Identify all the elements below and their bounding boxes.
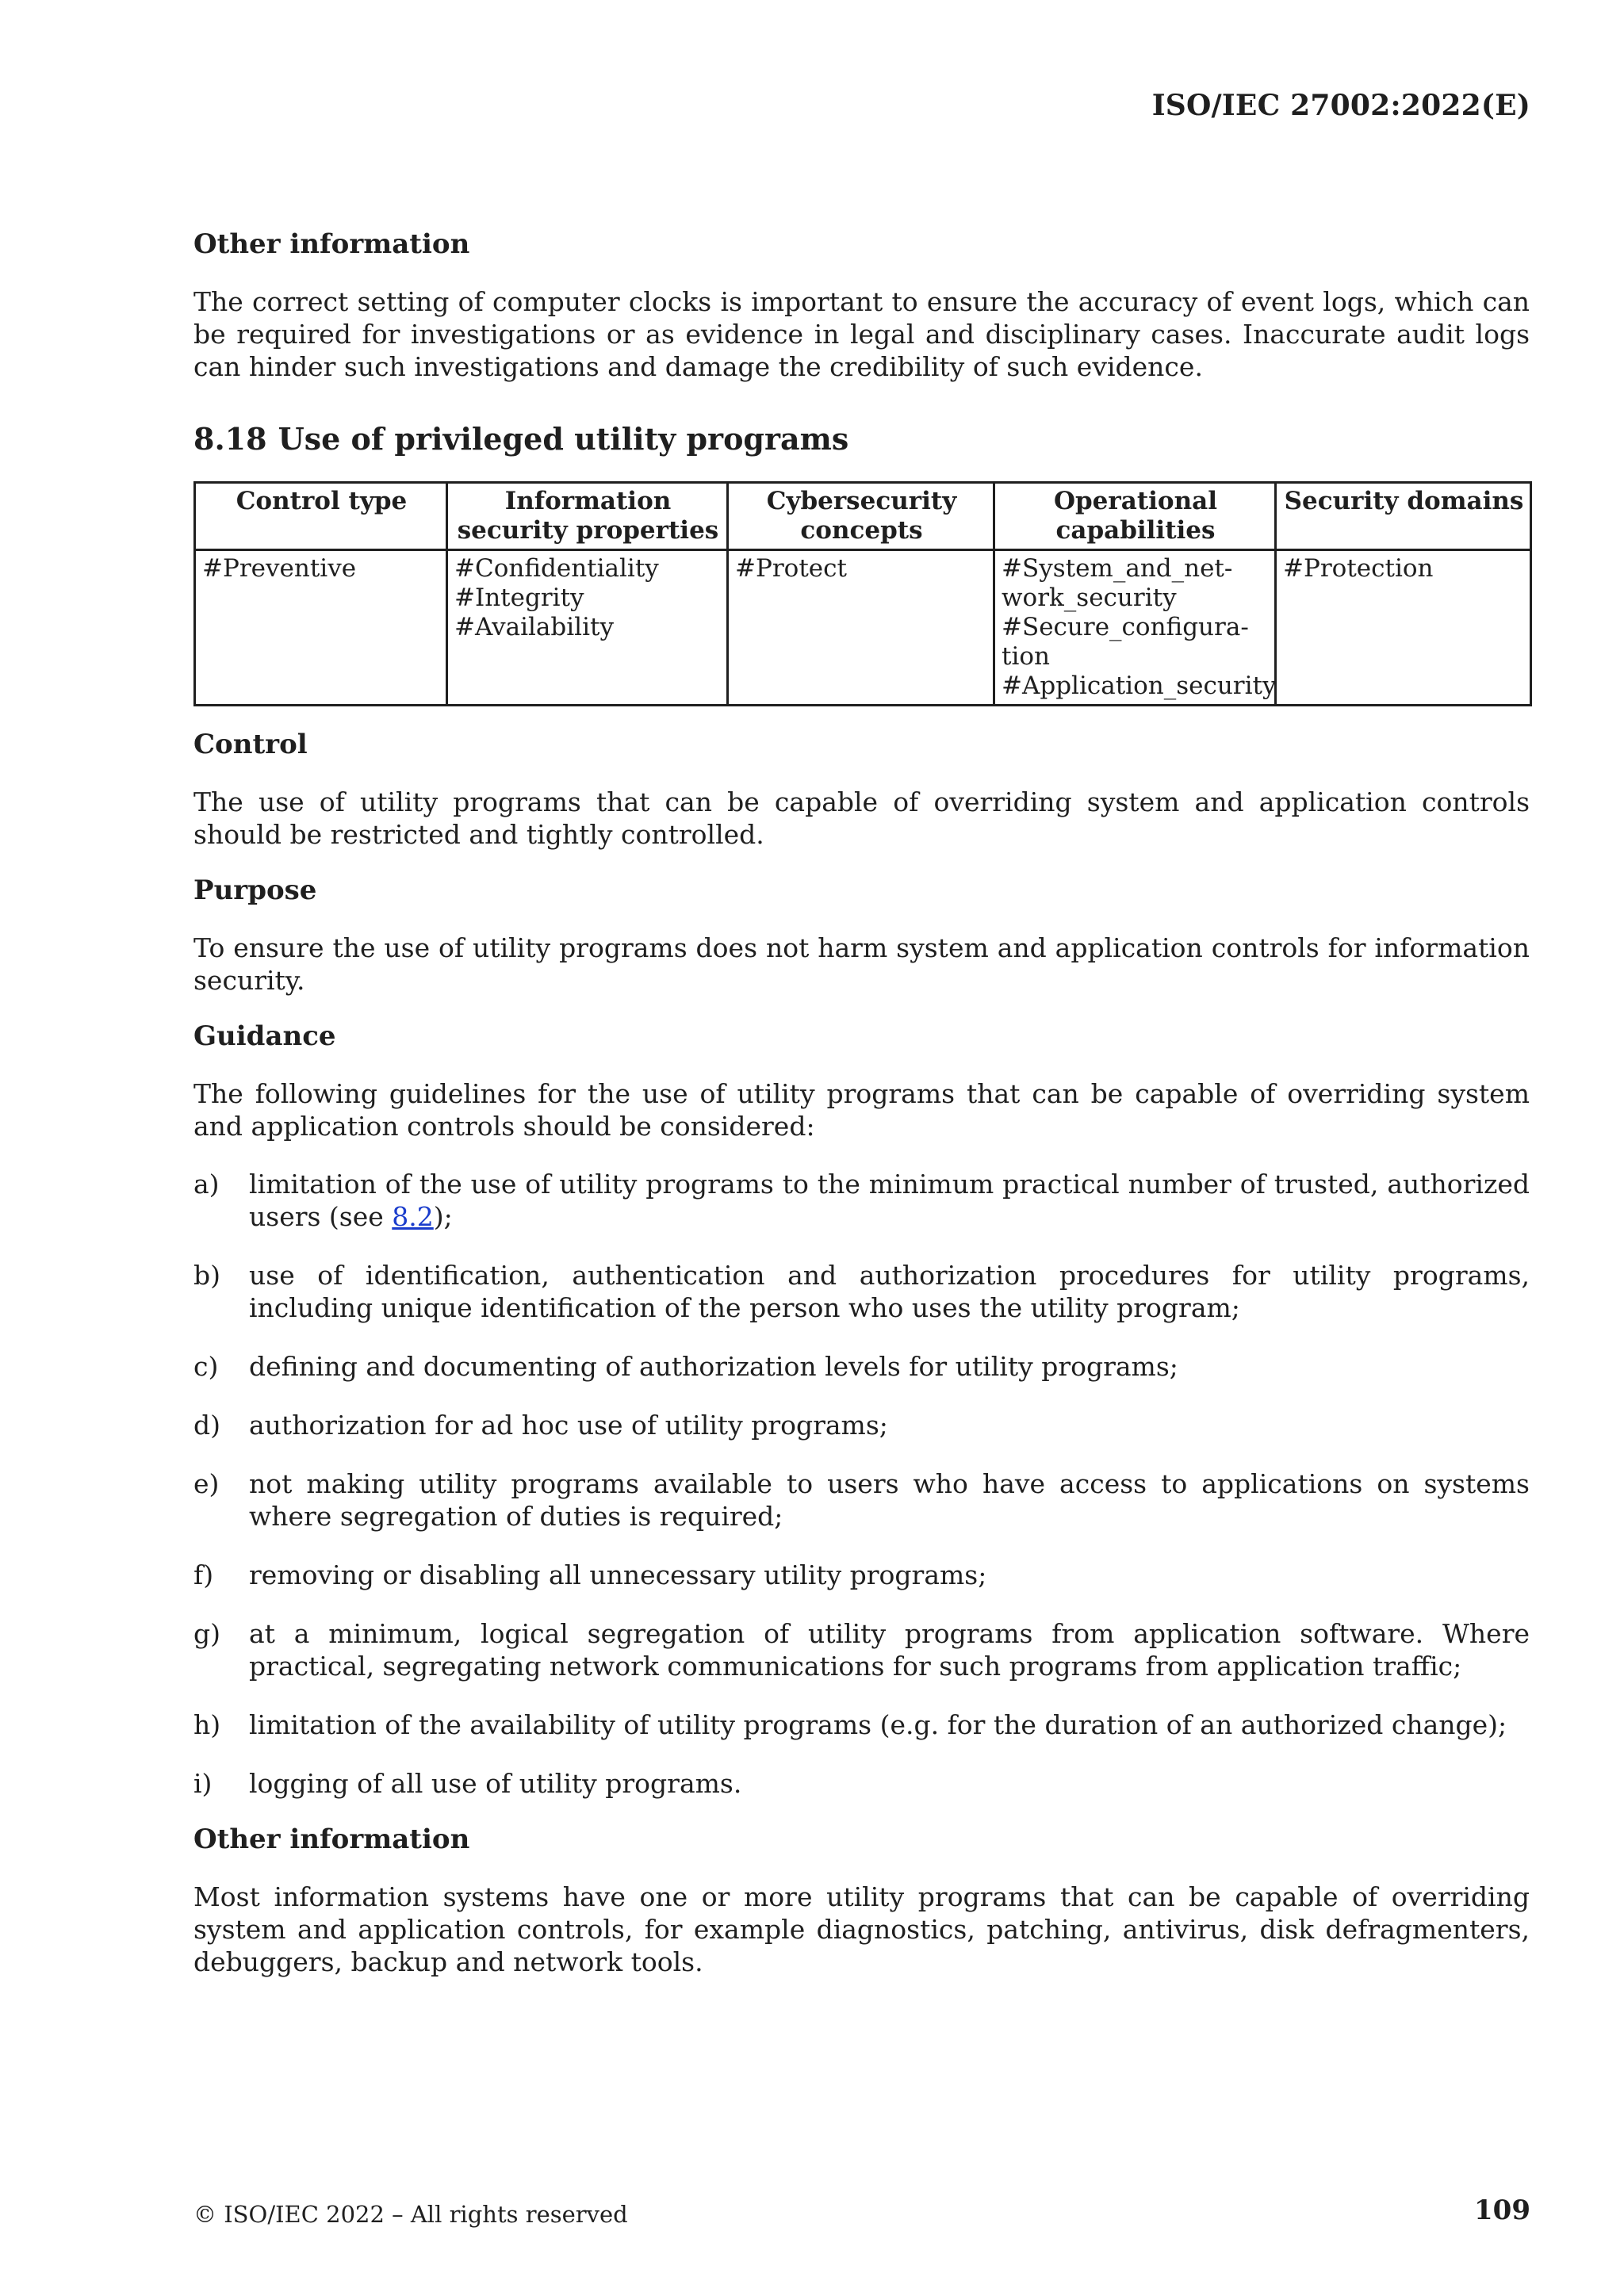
control-heading: Control (193, 729, 308, 760)
copyright-notice: © ISO/IEC 2022 – All rights reserved (193, 2201, 628, 2228)
header-cybersecurity-concepts: Cybersecurity concepts (728, 483, 994, 550)
table-header-row (195, 483, 1531, 550)
list-item: a) limitation of the use of utility programs to the minimum practical number of trusted, authorized users (see 8.2); (193, 1169, 1530, 1232)
cell-operational-capabilities: #System_and_net- work_security #Secure_configura- tion #Application_security (994, 550, 1276, 706)
list-item: d) authorization for ad hoc use of utility programs; (193, 1410, 888, 1441)
list-item: e) not making utility programs available to users who have access to applications on systems where segregation of duties is required; (193, 1468, 1530, 1532)
section-number: 8.18 (193, 421, 267, 457)
other-information-heading: Other information (193, 1823, 470, 1855)
list-marker: d) (193, 1410, 220, 1441)
header-control-type: Control type (195, 483, 447, 550)
list-item: i) logging of all use of utility programs. (193, 1768, 742, 1799)
header-operational-capabilities: Operational capabilities (994, 483, 1276, 550)
clause-8-2-link[interactable]: 8.2 (392, 1201, 434, 1232)
list-marker: c) (193, 1351, 219, 1382)
section-title-text: Use of privileged utility programs (278, 421, 849, 457)
control-attributes-table (193, 481, 1532, 706)
purpose-heading: Purpose (193, 874, 317, 906)
intro-heading: Other information (193, 228, 470, 260)
purpose-paragraph: To ensure the use of utility programs does not harm system and application controls for information security. (193, 932, 1530, 996)
header-information-security-properties: Information security properties (447, 483, 728, 550)
section-title (193, 419, 1530, 459)
table-row (195, 550, 1531, 706)
list-item: h) limitation of the availability of utility programs (e.g. for the duration of an authorized change); (193, 1709, 1507, 1740)
intro-paragraph: The correct setting of computer clocks is important to ensure the accuracy of event logs, which can be required for investigations or as evidence in legal and disciplinary cases. Inaccurate audit logs can hinder such investigations and damage the credibility of such evidence. (193, 286, 1530, 382)
list-marker: i) (193, 1768, 213, 1799)
list-item: c) defining and documenting of authorization levels for utility programs; (193, 1351, 1178, 1382)
list-item: b) use of identification, authentication and authorization procedures for utility programs, including unique identification of the person who uses the utility program; (193, 1260, 1530, 1323)
list-item: f) removing or disabling all unnecessary utility programs; (193, 1559, 987, 1590)
cell-security-properties: #Confidentiality #Integrity #Availability (447, 550, 728, 706)
list-marker: g) (193, 1618, 220, 1649)
page-content (193, 227, 1530, 1978)
list-marker: f) (193, 1559, 214, 1590)
list-marker: h) (193, 1709, 221, 1740)
cell-security-domains: #Protection (1276, 550, 1531, 706)
standard-reference: ISO/IEC 27002:2022(E) (1151, 89, 1530, 122)
header-security-domains: Security domains (1276, 483, 1531, 550)
control-paragraph: The use of utility programs that can be capable of overriding system and application controls should be restricted and tightly controlled. (193, 786, 1530, 850)
list-marker: b) (193, 1260, 220, 1291)
cell-control-type: #Preventive (195, 550, 447, 706)
other-information-paragraph: Most information systems have one or more utility programs that can be capable of overriding system and application controls, for example diagnostics, patching, antivirus, disk defragmenters, debuggers, backup and network tools. (193, 1881, 1530, 1977)
list-marker: a) (193, 1169, 220, 1200)
guidance-intro: The following guidelines for the use of utility programs that can be capable of overriding system and application controls should be considered: (193, 1078, 1530, 1142)
guidance-list (193, 1168, 1530, 1800)
list-marker: e) (193, 1468, 220, 1499)
guidance-heading: Guidance (193, 1020, 336, 1052)
page-number: 109 (1474, 2195, 1530, 2226)
cell-cybersecurity-concepts: #Protect (728, 550, 994, 706)
list-item: g) at a minimum, logical segregation of utility programs from application software. Where practical, segregating network communications for such programs from application traffic; (193, 1618, 1530, 1682)
